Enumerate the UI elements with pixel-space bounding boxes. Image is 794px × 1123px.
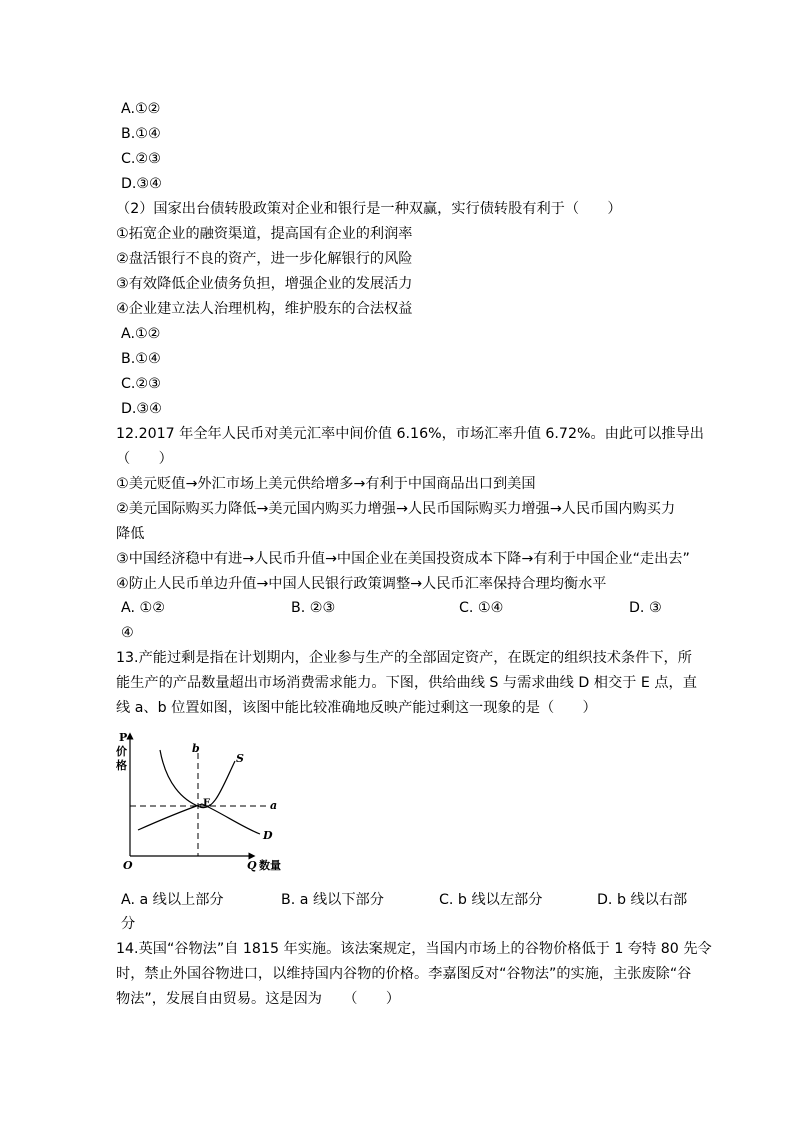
q12-option-a: A. ①② — [121, 600, 165, 616]
q12-option-d: D. ③ — [629, 600, 662, 616]
label-b: b — [192, 742, 200, 755]
q13-stem-line-2: 能生产的产品数量超出市场消费需求能力。下图，供给曲线 S 与需求曲线 D 相交于 E 点，直 — [116, 675, 697, 691]
q13-option-c: C. b 线以左部分 — [439, 892, 543, 908]
q12-stem-line-1: 12.2017 年全年人民币对美元汇率中间价值 6.16%，市场汇率升值 6.72%。由此可以推导出 — [116, 426, 704, 442]
label-s: S — [236, 752, 244, 765]
supply-demand-figure — [110, 728, 300, 874]
label-e: E — [203, 798, 211, 809]
axis-label-price-2: 格 — [116, 759, 127, 772]
q11-option-b: B.①④ — [121, 126, 161, 142]
q13-option-a: A. a 线以上部分 — [121, 892, 224, 908]
q11-2-item-3: ③有效降低企业债务负担，增强企业的发展活力 — [116, 276, 413, 292]
q11-2-item-1: ①拓宽企业的融资渠道，提高国有企业的利润率 — [116, 226, 413, 242]
q14-line-1: 14.英国“谷物法”自 1815 年实施。该法案规定，当国内市场上的谷物价格低于 1 夸特 80 先令 — [116, 941, 712, 957]
q12-option-d-wrap: ④ — [121, 625, 134, 641]
q11-2-option-c: C.②③ — [121, 376, 161, 392]
q11-option-a: A.①② — [121, 101, 161, 117]
q12-option-c: C. ①④ — [459, 600, 504, 616]
origin-label: O — [123, 859, 133, 872]
label-a: a — [270, 799, 278, 812]
q12-item-3: ③中国经济稳中有进→人民币升值→中国企业在美国投资成本下降→有利于中国企业“走出去” — [116, 551, 690, 567]
q12-option-b: B. ②③ — [291, 600, 336, 616]
axis-label-p: P — [119, 731, 128, 744]
q13-stem-line-3: 线 a、b 位置如图，该图中能比较准确地反映产能过剩这一现象的是（ ） — [116, 700, 597, 716]
axis-label-price-1: 价 — [116, 745, 127, 758]
q14-line-2: 时，禁止外国谷物进口，以维持国内谷物的价格。李嘉图反对“谷物法”的实施，主张废除“谷 — [116, 966, 692, 982]
q11-2-stem: （2）国家出台债转股政策对企业和银行是一种双赢，实行债转股有利于（ ） — [116, 201, 622, 217]
demand-curve — [138, 804, 260, 834]
q14-line-3: 物法”，发展自由贸易。这是因为 （ ） — [116, 991, 401, 1007]
q11-2-option-b: B.①④ — [121, 351, 161, 367]
q11-2-option-d: D.③④ — [121, 401, 162, 417]
q12-item-2-line-2: 降低 — [116, 526, 145, 542]
q11-option-d: D.③④ — [121, 176, 162, 192]
axis-label-q: Q — [247, 859, 257, 872]
q11-2-item-2: ②盘活银行不良的资产，进一步化解银行的风险 — [116, 251, 413, 267]
q12-stem-line-2: （ ） — [116, 451, 173, 467]
q13-option-d: D. b 线以右部 — [597, 892, 688, 908]
label-d: D — [263, 829, 273, 842]
axis-label-quantity: 数量 — [259, 859, 281, 872]
q13-option-d-wrap: 分 — [121, 916, 136, 932]
q11-option-c: C.②③ — [121, 151, 161, 167]
q11-2-item-4: ④企业建立法人治理机构，维护股东的合法权益 — [116, 301, 413, 317]
q13-stem-line-1: 13.产能过剩是指在计划期内，企业参与生产的全部固定资产，在既定的组织技术条件下，所 — [116, 650, 692, 666]
q11-2-option-a: A.①② — [121, 326, 161, 342]
q12-item-1: ①美元贬值→外汇市场上美元供给增多→有利于中国商品出口到美国 — [116, 476, 536, 492]
q12-item-2-line-1: ②美元国际购买力降低→美元国内购买力增强→人民币国际购买力增强→人民币国内购买力 — [116, 501, 676, 517]
q13-option-b: B. a 线以下部分 — [281, 892, 384, 908]
q12-item-4: ④防止人民币单边升值→中国人民银行政策调整→人民币汇率保持合理均衡水平 — [116, 576, 607, 592]
